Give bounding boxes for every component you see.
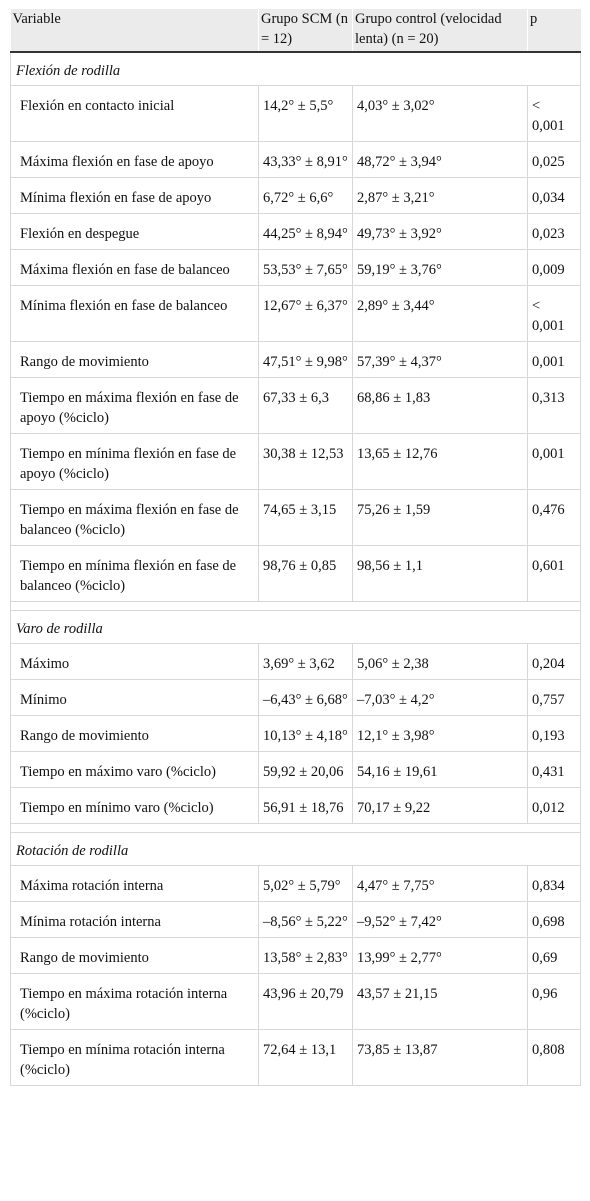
cell-variable — [11, 1030, 259, 1086]
table-row — [11, 546, 581, 602]
table-row — [11, 680, 581, 716]
cell-variable — [11, 974, 259, 1030]
cell-grupo-scm: 67,33 ± 6,3 — [259, 378, 353, 434]
header-p: p — [528, 9, 581, 52]
section-heading-row — [11, 611, 581, 644]
variable-label: Tiempo en máximo varo (%ciclo) — [20, 764, 216, 780]
cell-p: < 0,001 — [528, 286, 581, 342]
cell-p: 0,601 — [528, 546, 581, 602]
cell-variable — [11, 716, 259, 752]
variable-label: Tiempo en mínimo varo (%ciclo) — [20, 800, 214, 816]
variable-label: Tiempo en mínima flexión en fase de apoyo (%ciclo) — [20, 446, 237, 482]
cell-grupo-scm: 3,69° ± 3,62 — [259, 644, 353, 680]
cell-p: < 0,001 — [528, 86, 581, 142]
variable-label: Flexión en despegue — [20, 226, 140, 242]
cell-grupo-scm: 5,02° ± 5,79° — [259, 866, 353, 902]
cell-variable — [11, 546, 259, 602]
table-row — [11, 286, 581, 342]
cell-variable — [11, 752, 259, 788]
table-header — [11, 9, 581, 52]
cell-p: 0,025 — [528, 142, 581, 178]
table-row — [11, 378, 581, 434]
variable-label: Máximo — [20, 656, 70, 672]
cell-grupo-control: 49,73° ± 3,92° — [353, 214, 528, 250]
cell-grupo-scm: 59,92 ± 20,06 — [259, 752, 353, 788]
cell-grupo-scm: 12,67° ± 6,37° — [259, 286, 353, 342]
variable-label: Máxima flexión en fase de apoyo — [20, 154, 214, 170]
cell-grupo-scm: –6,43° ± 6,68° — [259, 680, 353, 716]
variable-label: Máxima flexión en fase de balanceo — [20, 262, 230, 278]
cell-grupo-control: 68,86 ± 1,83 — [353, 378, 528, 434]
cell-variable — [11, 378, 259, 434]
cell-grupo-control: 57,39° ± 4,37° — [353, 342, 528, 378]
cell-p: 0,204 — [528, 644, 581, 680]
spacer-cell — [11, 824, 581, 833]
cell-grupo-control: –9,52° ± 7,42° — [353, 902, 528, 938]
variable-label: Flexión en contacto inicial — [20, 98, 175, 114]
cell-grupo-scm: –8,56° ± 5,22° — [259, 902, 353, 938]
table-body — [11, 52, 581, 1086]
cell-grupo-control: 2,89° ± 3,44° — [353, 286, 528, 342]
cell-grupo-control: 5,06° ± 2,38 — [353, 644, 528, 680]
cell-variable — [11, 342, 259, 378]
cell-grupo-control: 54,16 ± 19,61 — [353, 752, 528, 788]
cell-grupo-scm: 30,38 ± 12,53 — [259, 434, 353, 490]
table-row — [11, 644, 581, 680]
cell-variable — [11, 902, 259, 938]
cell-p: 0,001 — [528, 342, 581, 378]
cell-p: 0,313 — [528, 378, 581, 434]
table-row — [11, 938, 581, 974]
cell-variable — [11, 86, 259, 142]
cell-variable — [11, 788, 259, 824]
header-grupo-scm: Grupo SCM (n = 12) — [259, 9, 353, 52]
cell-grupo-scm: 6,72° ± 6,6° — [259, 178, 353, 214]
cell-p: 0,012 — [528, 788, 581, 824]
variable-label: Rango de movimiento — [20, 950, 149, 966]
section-spacer — [11, 824, 581, 833]
cell-grupo-control: 2,87° ± 3,21° — [353, 178, 528, 214]
cell-grupo-control: 59,19° ± 3,76° — [353, 250, 528, 286]
table-row — [11, 902, 581, 938]
cell-grupo-control: 13,99° ± 2,77° — [353, 938, 528, 974]
cell-grupo-control: 48,72° ± 3,94° — [353, 142, 528, 178]
cell-grupo-scm: 13,58° ± 2,83° — [259, 938, 353, 974]
cell-p: 0,698 — [528, 902, 581, 938]
header-variable: Variable — [11, 9, 259, 52]
cell-variable — [11, 286, 259, 342]
cell-grupo-control: 4,47° ± 7,75° — [353, 866, 528, 902]
table-row — [11, 250, 581, 286]
table-row — [11, 974, 581, 1030]
table-row — [11, 434, 581, 490]
cell-variable — [11, 680, 259, 716]
cell-grupo-scm: 43,33° ± 8,91° — [259, 142, 353, 178]
table-row — [11, 86, 581, 142]
cell-grupo-control: 13,65 ± 12,76 — [353, 434, 528, 490]
variable-label: Mínima flexión en fase de apoyo — [20, 190, 212, 206]
cell-p: 0,431 — [528, 752, 581, 788]
variable-label: Tiempo en máxima flexión en fase de balanceo (%ciclo) — [20, 502, 239, 538]
cell-grupo-scm: 47,51° ± 9,98° — [259, 342, 353, 378]
cell-grupo-control: –7,03° ± 4,2° — [353, 680, 528, 716]
table-row — [11, 866, 581, 902]
cell-grupo-scm: 43,96 ± 20,79 — [259, 974, 353, 1030]
variable-label: Máxima rotación interna — [20, 878, 164, 894]
section-heading-row — [11, 52, 581, 86]
cell-variable — [11, 214, 259, 250]
variable-label: Tiempo en mínima flexión en fase de balanceo (%ciclo) — [20, 558, 237, 594]
section-title: Rotación de rodilla — [11, 833, 581, 866]
cell-p: 0,023 — [528, 214, 581, 250]
header-row — [11, 9, 581, 52]
cell-p: 0,034 — [528, 178, 581, 214]
section-title: Varo de rodilla — [11, 611, 581, 644]
table-row — [11, 142, 581, 178]
variable-label: Tiempo en mínima rotación interna (%ciclo) — [20, 1042, 225, 1078]
variable-label: Mínima rotación interna — [20, 914, 161, 930]
table-row — [11, 1030, 581, 1086]
variable-label: Mínima flexión en fase de balanceo — [20, 298, 228, 314]
table-row — [11, 788, 581, 824]
cell-p: 0,757 — [528, 680, 581, 716]
cell-grupo-scm: 98,76 ± 0,85 — [259, 546, 353, 602]
section-title: Flexión de rodilla — [11, 52, 581, 86]
cell-grupo-scm: 10,13° ± 4,18° — [259, 716, 353, 752]
variable-label: Rango de movimiento — [20, 354, 149, 370]
cell-grupo-scm: 72,64 ± 13,1 — [259, 1030, 353, 1086]
cell-grupo-control: 73,85 ± 13,87 — [353, 1030, 528, 1086]
cell-grupo-scm: 53,53° ± 7,65° — [259, 250, 353, 286]
cell-grupo-scm: 56,91 ± 18,76 — [259, 788, 353, 824]
cell-p: 0,808 — [528, 1030, 581, 1086]
cell-variable — [11, 866, 259, 902]
table-row — [11, 342, 581, 378]
cell-p: 0,476 — [528, 490, 581, 546]
table-row — [11, 214, 581, 250]
spacer-cell — [11, 602, 581, 611]
cell-variable — [11, 178, 259, 214]
cell-p: 0,834 — [528, 866, 581, 902]
table-row — [11, 490, 581, 546]
cell-variable — [11, 490, 259, 546]
header-grupo-control: Grupo control (velocidad lenta) (n = 20) — [353, 9, 528, 52]
section-heading-row — [11, 833, 581, 866]
cell-variable — [11, 434, 259, 490]
cell-p: 0,193 — [528, 716, 581, 752]
cell-grupo-scm: 44,25° ± 8,94° — [259, 214, 353, 250]
cell-variable — [11, 142, 259, 178]
variable-label: Tiempo en máxima rotación interna (%ciclo) — [20, 986, 228, 1022]
cell-p: 0,69 — [528, 938, 581, 974]
results-table — [10, 9, 581, 1086]
cell-grupo-control: 70,17 ± 9,22 — [353, 788, 528, 824]
table-row — [11, 752, 581, 788]
cell-variable — [11, 250, 259, 286]
cell-grupo-control: 43,57 ± 21,15 — [353, 974, 528, 1030]
cell-grupo-control: 98,56 ± 1,1 — [353, 546, 528, 602]
cell-grupo-control: 12,1° ± 3,98° — [353, 716, 528, 752]
table-row — [11, 716, 581, 752]
cell-variable — [11, 644, 259, 680]
variable-label: Rango de movimiento — [20, 728, 149, 744]
variable-label: Mínimo — [20, 692, 67, 708]
cell-grupo-control: 4,03° ± 3,02° — [353, 86, 528, 142]
cell-grupo-scm: 74,65 ± 3,15 — [259, 490, 353, 546]
section-spacer — [11, 602, 581, 611]
cell-variable — [11, 938, 259, 974]
cell-p: 0,96 — [528, 974, 581, 1030]
cell-p: 0,001 — [528, 434, 581, 490]
table-row — [11, 178, 581, 214]
variable-label: Tiempo en máxima flexión en fase de apoyo (%ciclo) — [20, 390, 239, 426]
cell-grupo-control: 75,26 ± 1,59 — [353, 490, 528, 546]
cell-p: 0,009 — [528, 250, 581, 286]
cell-grupo-scm: 14,2° ± 5,5° — [259, 86, 353, 142]
